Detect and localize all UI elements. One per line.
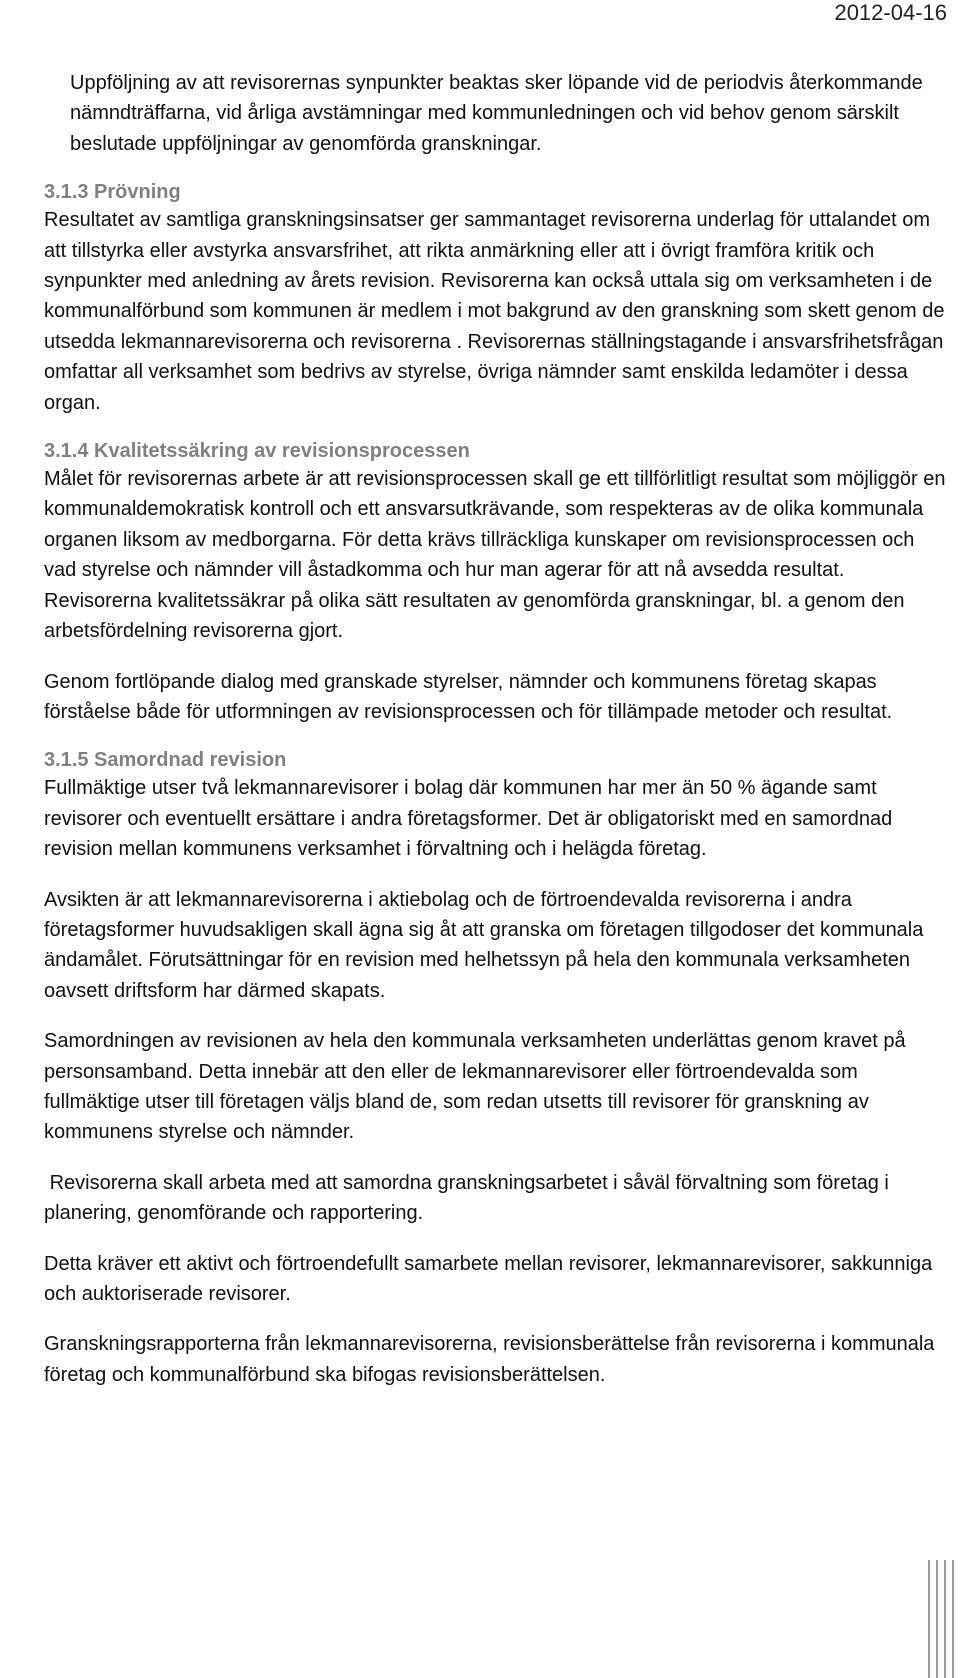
section-paragraph: Målet för revisorernas arbete är att revisionsprocessen skall ge ett tillförlitligt resultat som möjliggör en kommunaldemokratisk kontroll och ett ansvarsutkrävande, som respekteras av de olika kommunala organen liksom av medborgarna. För detta krävs tillräckliga kunskaper om revisionsprocessen och vad styrelse och nämnder vill åstadkomma och hur man agerar för att nå avsedda resultat. Revisorerna kvalitetssäkrar på olika sätt resultaten av genomförda granskningar, bl. a genom den arbetsfördelning revisorerna gjort. (44, 468, 952, 643)
section-heading (44, 438, 950, 464)
section-paragraph: Genom fortlöpande dialog med granskade styrelser, nämnder och kommunens företag skapas förståelse både för utformningen av revisionsprocessen och för tillämpade metoder och resultat. (44, 670, 893, 723)
section-provning (44, 179, 950, 418)
section-title: Samordnad revision (94, 749, 287, 772)
section-paragraph: Samordningen av revisionen av hela den kommunala verksamheten underlättas genom kravet på personsamband. Detta innebär att den eller de lekmannarevisorer eller förtroendevalda som fullmäktige utser till företagen väljs bland de, som redan utsetts till revisorer för granskning av kommunens styrelse och nämnder. (44, 1030, 912, 1144)
section-title: Prövning (94, 181, 181, 204)
section-number: 3.1.4 (44, 440, 89, 463)
edge-line (952, 1560, 954, 1678)
section-heading (44, 179, 950, 205)
intro-paragraph: Uppföljning av att revisorernas synpunkter beaktas sker löpande vid de periodvis återkommande nämndträffarna, vid årliga avstämningar med kommunledningen och vid behov genom särskilt beslutade uppföljningar av genomförda granskningar. (70, 72, 929, 155)
section-paragraph: Granskningsrapporterna från lekmannarevisorerna, revisionsberättelse från revisorerna i kommunala företag och kommunalförbund ska bifogas revisionsberättelsen. (44, 1333, 940, 1386)
edge-line (944, 1560, 946, 1678)
edge-line (936, 1560, 938, 1678)
section-number: 3.1.3 (44, 181, 89, 204)
edge-line (928, 1560, 930, 1678)
section-paragraph: Resultatet av samtliga granskningsinsatser ger sammantaget revisorerna underlag för uttalandet om att tillstyrka eller avstyrka ansvarsfrihet, att rikta anmärkning eller att i övrigt framföra kritik och synpunkter med anledning av årets revision. Revisorerna kan också uttala sig om verksamheten i de kommunalförbund som kommunen är medlem i mot bakgrund av den granskning som skett genom de utsedda lekmannarevisorerna och revisorerna . Revisorernas ställningstagande i ansvarsfrihetsfrågan omfattar all verksamhet som bedrivs av styrelse, övriga nämnder samt enskilda ledamöter i dessa organ. (44, 209, 951, 414)
document-body (44, 68, 950, 1390)
section-paragraph: Revisorerna skall arbeta med att samordna granskningsarbetet i såväl förvaltning som företag i planering, genomförande och rapportering. (44, 1171, 895, 1225)
section-kvalitetssakring (44, 438, 950, 727)
page-edge-marks (924, 1560, 960, 1678)
section-paragraph: Avsikten är att lekmannarevisorerna i aktiebolag och de förtroendevalda revisorerna i andra företagsformer huvudsakligen skall ägna sig åt att granska om företagen tillgodoser det kommunala ändamålet. Förutsättningar för en revision med helhetssyn på hela den kommunala verksamheten oavsett driftsform har därmed skapats. (44, 888, 929, 1002)
section-paragraph: Detta kräver ett aktivt och förtroendefullt samarbete mellan revisorer, lekmannarevisorer, sakkunniga och auktoriserade revisorer. (44, 1252, 938, 1305)
section-samordnad-revision (44, 747, 950, 1390)
section-paragraph: Fullmäktige utser två lekmannarevisorer i bolag där kommunen har mer än 50 % ägande samt revisorer och eventuellt ersättare i andra företagsformer. Det är obligatoriskt med en samordnad revision mellan kommunens verksamhet i förvaltning och i helägda företag. (44, 777, 898, 861)
section-number: 3.1.5 (44, 749, 89, 772)
section-heading (44, 747, 950, 773)
section-title: Kvalitetssäkring av revisionsprocessen (94, 440, 470, 463)
header-date: 2012-04-16 (834, 0, 947, 25)
